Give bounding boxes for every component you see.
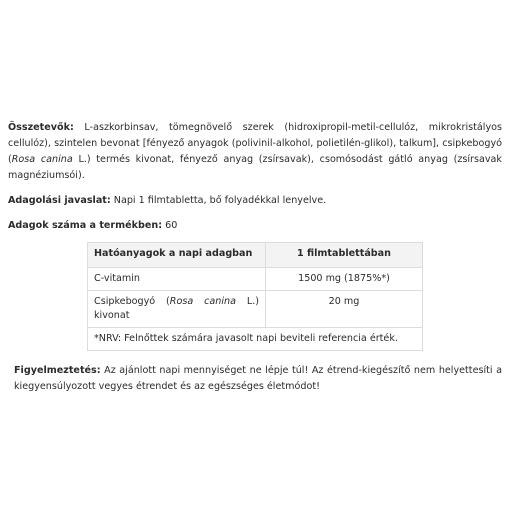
servings-paragraph — [8, 218, 502, 234]
table-row — [88, 291, 423, 328]
table-row — [88, 268, 423, 291]
table-cell-value: 20 mg — [266, 291, 423, 328]
product-info — [8, 120, 502, 395]
table-header-active-ingredients: Hatóanyagok a napi adagban — [88, 243, 266, 268]
nutrition-table — [87, 242, 423, 351]
table-cell-name-b: L.) kivonat — [94, 296, 259, 321]
table-cell-latin-name: Rosa canina — [169, 296, 236, 307]
table-cell-name-a: Csipkebogyó ( — [94, 296, 170, 307]
ingredients-latin-name: Rosa canina — [11, 154, 73, 165]
table-cell-name — [88, 291, 266, 328]
dosage-label: Adagolási javaslat: — [8, 195, 111, 206]
table-header-per-tablet: 1 filmtablettában — [266, 243, 423, 268]
ingredients-text-a: L-aszkorbinsav, tömegnövelő szerek (hidroxipropil-metil-cellulóz, mikrokristályos cellulóz), szintelen bevonat [fényező anyagok (polivinil-alkohol, polietilén-glikol), talkum], csipkebogyó ( — [8, 122, 502, 165]
ingredients-paragraph — [8, 120, 502, 184]
table-cell-name: C-vitamin — [88, 268, 266, 291]
warning-label: Figyelmeztetés: — [14, 365, 101, 376]
table-note-row — [88, 328, 423, 351]
table-note: *NRV: Felnőttek számára javasolt napi beviteli referencia érték. — [88, 328, 423, 351]
dosage-paragraph — [8, 193, 502, 209]
dosage-text: Napi 1 filmtabletta, bő folyadékkal lenyelve. — [110, 195, 327, 206]
servings-label: Adagok száma a termékben: — [8, 220, 163, 231]
table-cell-value: 1500 mg (1875%*) — [266, 268, 423, 291]
warning-text: Az ajánlott napi mennyiséget ne lépje túl! Az étrend-kiegészítő nem helyettesíti a kiegyensúlyozott vegyes étrendet és az egészséges életmódot! — [14, 365, 502, 392]
table-header-row — [88, 243, 423, 268]
warning-paragraph — [8, 363, 502, 395]
servings-text: 60 — [162, 220, 178, 231]
ingredients-text-b: L.) termés kivonat, fényező anyag (zsírsavak), csomósodást gátló anyag (zsírsavak magnéziumsói). — [8, 154, 502, 181]
ingredients-label: Összetevők: — [8, 122, 74, 133]
